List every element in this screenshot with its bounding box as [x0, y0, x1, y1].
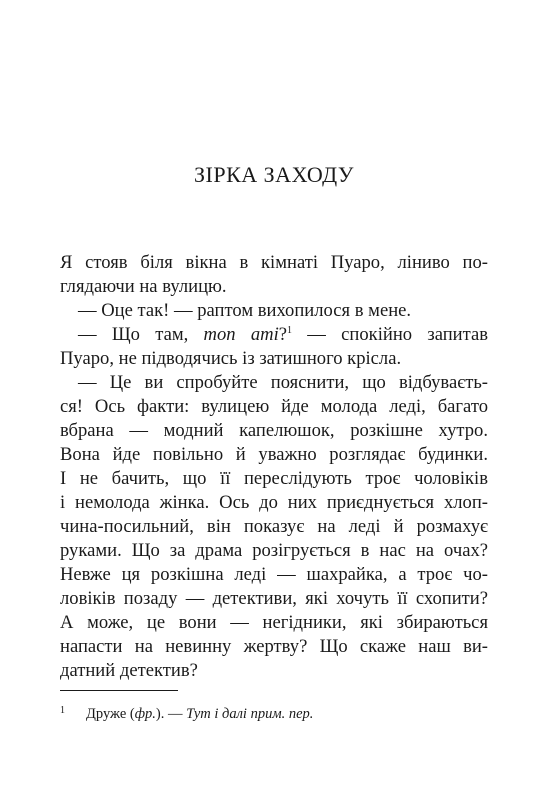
footnote	[60, 702, 313, 723]
text-line: і немолода жінка. Ось до них приєднується хлоп-	[60, 492, 488, 513]
text-line: А може, це вони — негідники, які збираються	[60, 612, 488, 633]
foreign-phrase: mon ami	[203, 324, 279, 345]
text-line: Пуаро, не підводячись із затишного крісла.	[60, 348, 402, 369]
footnote-divider	[60, 690, 178, 691]
text-line: вбрана — модний капелюшок, розкішне хутро.	[60, 420, 488, 441]
text-line: Я стояв біля вікна в кімнаті Пуаро, ліниво по-	[60, 252, 488, 273]
text-line: чина-посильний, він показує на леді й розмахує	[60, 516, 488, 537]
dialogue-text: — Що там,	[78, 324, 204, 345]
text-line: Невже ця розкішна леді — шахрайка, а троє чо-	[60, 564, 488, 585]
footnote-italic: Тут і далі прим. пер.	[186, 706, 314, 722]
footnote-reference: 1	[287, 325, 292, 336]
dialogue-text: ?	[278, 324, 287, 345]
text-line	[60, 323, 488, 347]
text-line: І не бачить, що її переслідують троє чоловіків	[60, 468, 488, 489]
chapter-title: ЗІРКА ЗАХОДУ	[194, 162, 354, 187]
text-line: ся! Ось факти: вулицею йде молода леді, багато	[60, 396, 488, 417]
text-line: глядаючи на вулицю.	[60, 276, 227, 297]
text-line: руками. Що за драма розігрується в нас на очах?	[60, 540, 488, 561]
text-line: напасти на невинну жертву? Що скаже наш ви-	[60, 636, 488, 657]
text-line: датний детектив?	[60, 660, 198, 681]
text-line: — Це ви спробуйте пояснити, що відбуваєть-	[78, 372, 488, 393]
footnote-text: Друже (	[86, 706, 135, 722]
text-line: — Оце так! — раптом вихопилося в мене.	[78, 300, 412, 321]
footnote-italic: фр.	[134, 706, 156, 722]
text-line: Вона йде повільно й уважно розглядає будинки.	[60, 444, 488, 465]
footnote-marker: 1	[60, 705, 65, 716]
footnote-text: ). —	[155, 706, 187, 722]
text-line: ловіків позаду — детективи, які хочуть її схопити?	[60, 588, 488, 609]
dialogue-text: — спокійно запитав	[292, 324, 488, 345]
